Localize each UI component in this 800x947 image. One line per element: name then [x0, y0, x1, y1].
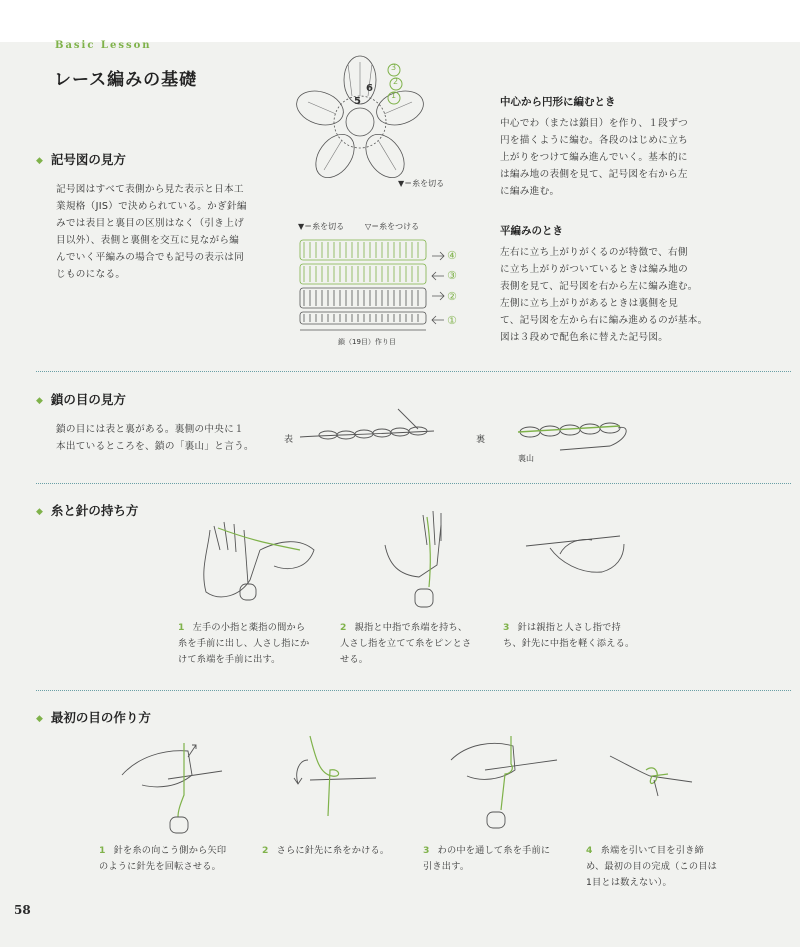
- first-stitch-step-4: 4 糸端を引いて目を引き締 め、最初の目の完成（この目は 1目とは数えない）。: [586, 845, 718, 888]
- first-stitch-illustration-2: [290, 730, 380, 820]
- motif-round-3: 3: [391, 63, 397, 72]
- flat-heading: 平編みのとき: [500, 225, 563, 237]
- lesson-header: Basic Lesson: [55, 40, 152, 51]
- diamond-icon: ◆: [36, 507, 43, 517]
- first-stitch-step-3: 3 わの中を通して糸を手前に 引き出す。: [423, 845, 551, 872]
- row-label-3: ③: [447, 269, 457, 282]
- first-stitch-step-2: 2 さらに針先に糸をかける。: [262, 845, 390, 856]
- chain-back-label: 裏: [476, 435, 486, 445]
- row-label-1: ①: [447, 314, 457, 327]
- diamond-icon: ◆: [36, 714, 43, 724]
- diamond-icon: ◆: [36, 156, 43, 166]
- holding-step-2: 2 親指と中指で糸端を持ち、 人さし指を立てて糸をピンとさ せる。: [340, 622, 472, 665]
- circle-heading: 中心から円形に編むとき: [500, 96, 616, 108]
- section-heading-first-stitch: ◆ 最初の目の作り方: [36, 710, 151, 725]
- first-stitch-illustration-3: [445, 730, 565, 835]
- motif-cut-legend: ▼＝糸を切る: [398, 179, 445, 188]
- top-band: [0, 0, 800, 42]
- chain-body: 鎖の目には表と裏がある。裏側の中央に１ 本出ているところを、鎖の「裏山」と言う。: [56, 424, 254, 452]
- filled-triangle-icon: ▼: [298, 222, 305, 231]
- row-label-2: ②: [447, 290, 457, 303]
- flat-stitch-chart: [296, 236, 431, 336]
- holding-illustration-2: [375, 505, 485, 615]
- circular-motif-diagram: [290, 52, 420, 182]
- filled-triangle-icon: ▼: [398, 179, 405, 188]
- page-title: レース編みの基礎: [54, 70, 198, 90]
- holding-illustration-1: [190, 510, 320, 610]
- chain-front-illustration: [298, 405, 448, 450]
- holding-illustration-3: [520, 518, 630, 598]
- motif-round-6: 6: [366, 83, 373, 94]
- motif-round-2: 2: [393, 77, 399, 86]
- holding-step-3: 3 針は親指と人さし指で持 ち、針先に中指を軽く添える。: [503, 622, 635, 649]
- diamond-icon: ◆: [36, 396, 43, 406]
- flat-attach-legend: ▽＝糸をつける: [365, 222, 420, 231]
- row-label-4: ④: [447, 249, 457, 262]
- divider: [36, 371, 791, 372]
- holding-step-1: 1 左手の小指と薬指の間から 糸を手前に出し、人さし指にか けて糸端を手前に出す。: [178, 622, 310, 665]
- flat-cut-legend: ▼＝糸を切る: [298, 222, 345, 231]
- section-heading-symbol-chart: ◆ 記号図の見方: [36, 152, 126, 167]
- first-stitch-illustration-4: [606, 750, 696, 800]
- first-stitch-illustration-1: [118, 735, 228, 835]
- section-heading-chain: ◆ 鎖の目の見方: [36, 392, 126, 407]
- section-heading-holding: ◆ 糸と針の持ち方: [36, 503, 139, 518]
- symbol-chart-body: 記号図はすべて表側から見た表示と日本工 業規格（JIS）で決められている。かぎ針編 みでは表目と裏目の区別はなく（引き上げ 目以外）、表側と裏側を交互に見ながら編 んでいく平編みの場合でも記号の表示は同 じものになる。: [56, 184, 247, 280]
- flat-body: 左右に立ち上がりがくるのが特徴で、右側 に立ち上がりがついているときは編み地の 表側を見て、記号図を右から左に編み進む。 左側に立ち上がりがあるときは裏側を見 て、記号図を左から右に編み進めるのが基本。 図は３段めで配色糸に替えた記号図。: [500, 247, 708, 343]
- circle-body: 中心でわ（または鎖目）を作り、１段ずつ 円を描くように編む。各段のはじめに立ち 上がりをつけて編み進んでいく。基本的に は編み地の表側を見て、記号図を右から左 に編み進む。: [500, 118, 688, 197]
- base-chain-label: 鎖（19目）作り目: [338, 338, 396, 346]
- divider: [36, 690, 791, 691]
- chain-back-bump-label: 裏山: [518, 454, 534, 463]
- chain-front-label: 表: [284, 435, 294, 445]
- motif-round-1: 1: [391, 91, 397, 100]
- page-number: 58: [14, 903, 31, 917]
- chain-back-illustration: [490, 410, 640, 455]
- divider: [36, 483, 791, 484]
- outline-triangle-icon: ▽: [365, 222, 372, 231]
- row-direction-arrows: [432, 248, 446, 328]
- first-stitch-step-1: 1 針を糸の向こう側から矢印 のように針先を回転させる。: [99, 845, 227, 872]
- motif-round-5: 5: [354, 96, 361, 107]
